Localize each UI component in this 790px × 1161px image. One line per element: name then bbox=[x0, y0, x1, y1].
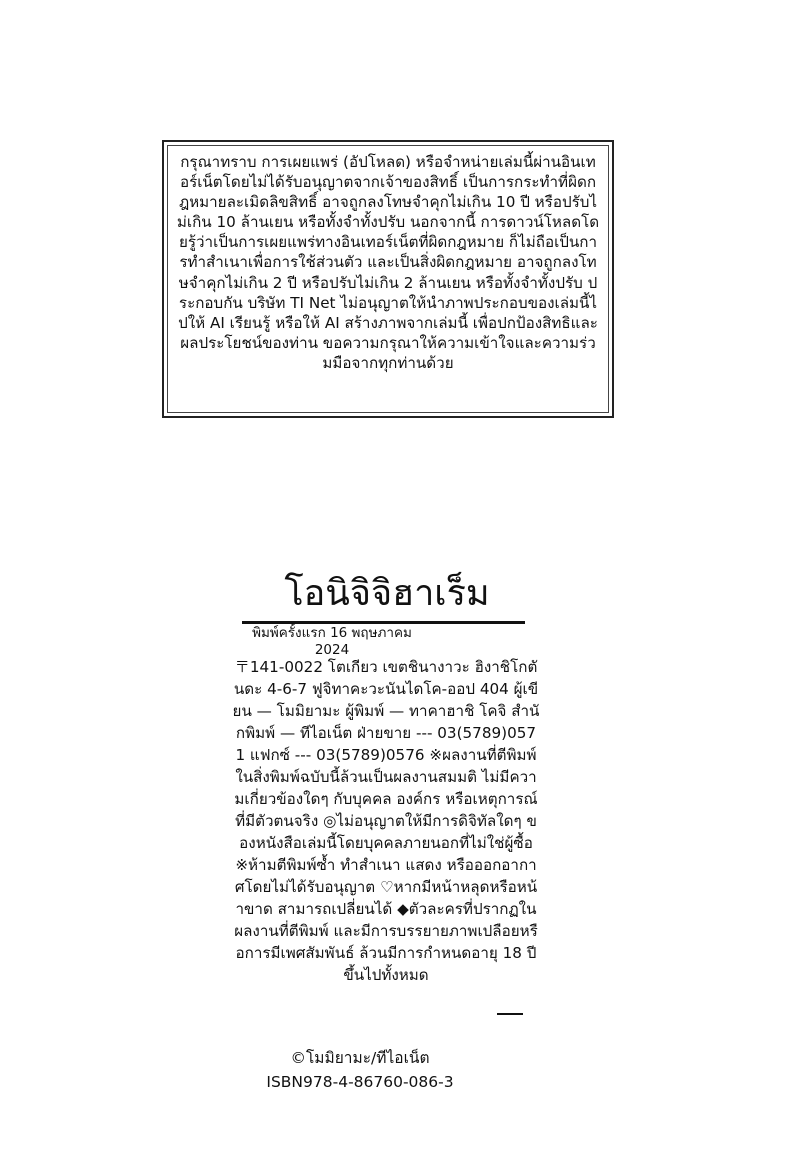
colophon-end-rule bbox=[497, 1013, 523, 1015]
copyright-line: ©โมมิยามะ/ทีไอเน็ต bbox=[290, 1049, 430, 1067]
footer-block bbox=[230, 1046, 490, 1094]
colophon-text: 〒141-0022 โตเกียว เขตชินางาวะ ฮิงาชิโกตันดะ 4-6-7 ฟูจิทาคะวะนันไดโค-ออป 404 ผู้เขียน — โมมิยามะ ผู้พิมพ์ — ทาคาฮาชิ โคจิ สำนักพิมพ์ — ทีไอเน็ต ฝ่ายขาย --- 03(5789)0571 แฟกซ์ --- 03(5789)0576 ※ผลงานที่ตีพิมพ์ในสิ่งพิมพ์ฉบับนี้ล้วนเป็นผลงานสมมติ ไม่มีความเกี่ยวข้องใดๆ กับบุคคล องค์กร หรือเหตุการณ์ที่มีตัวตนจริง ◎ไม่อนุญาตให้มีการดิจิทัลใดๆ ของหนังสือเล่มนี้โดยบุคคลภายนอกที่ไม่ใช่ผู้ซื้อ ※ห้ามตีพิมพ์ซ้ำ ทำสำเนา แสดง หรือออกอากาศโดยไม่ได้รับอนุญาต ♡หากมีหน้าหลุดหรือหน้าขาด สามารถเปลี่ยนได้ ◆ตัวละครที่ปรากฏในผลงานที่ตีพิมพ์ และมีการบรรยายภาพเปลือยหรือการมีเพศสัมพันธ์ ล้วนมีการกำหนดอายุ 18 ปีขึ้นไปทั้งหมด bbox=[232, 658, 540, 984]
copyright-notice-text: กรุณาทราบ การเผยแพร่ (อัปโหลด) หรือจำหน่ายเล่มนี้ผ่านอินเทอร์เน็ตโดยไม่ได้รับอนุญาตจากเจ้าของสิทธิ์ เป็นการกระทำที่ผิดกฎหมายละเมิดลิขสิทธิ์ อาจถูกลงโทษจำคุกไม่เกิน 10 ปี หรือปรับไม่เกิน 10 ล้านเยน หรือทั้งจำทั้งปรับ นอกจากนี้ การดาวน์โหลดโดยรู้ว่าเป็นการเผยแพร่ทางอินเทอร์เน็ตที่ผิดกฎหมาย ก็ไม่ถือเป็นการทำสำเนาเพื่อการใช้ส่วนตัว และเป็นสิ่งผิดกฎหมาย อาจถูกลงโทษจำคุกไม่เกิน 2 ปี หรือปรับไม่เกิน 2 ล้านเยน หรือทั้งจำทั้งปรับ ประกอบกัน บริษัท TI Net ไม่อนุญาตให้นำภาพประกอบของเล่มนี้ไปให้ AI เรียนรู้ หรือให้ AI สร้างภาพจากเล่มนี้ เพื่อปกป้องสิทธิและผลประโยชน์ของท่าน ขอความกรุณาให้ความเข้าใจและความร่วมมือจากทุกท่านด้วย bbox=[176, 153, 600, 372]
book-title: โอนิจิจิฮาเร็ม bbox=[284, 573, 490, 614]
title-underline bbox=[242, 621, 525, 624]
copyright-notice-inner-frame bbox=[167, 145, 609, 413]
copyright-notice-box bbox=[162, 140, 614, 418]
isbn-line: ISBN978-4-86760-086-3 bbox=[266, 1073, 454, 1091]
edition-date: พิมพ์ครั้งแรก 16 พฤษภาคม 2024 bbox=[252, 625, 412, 658]
